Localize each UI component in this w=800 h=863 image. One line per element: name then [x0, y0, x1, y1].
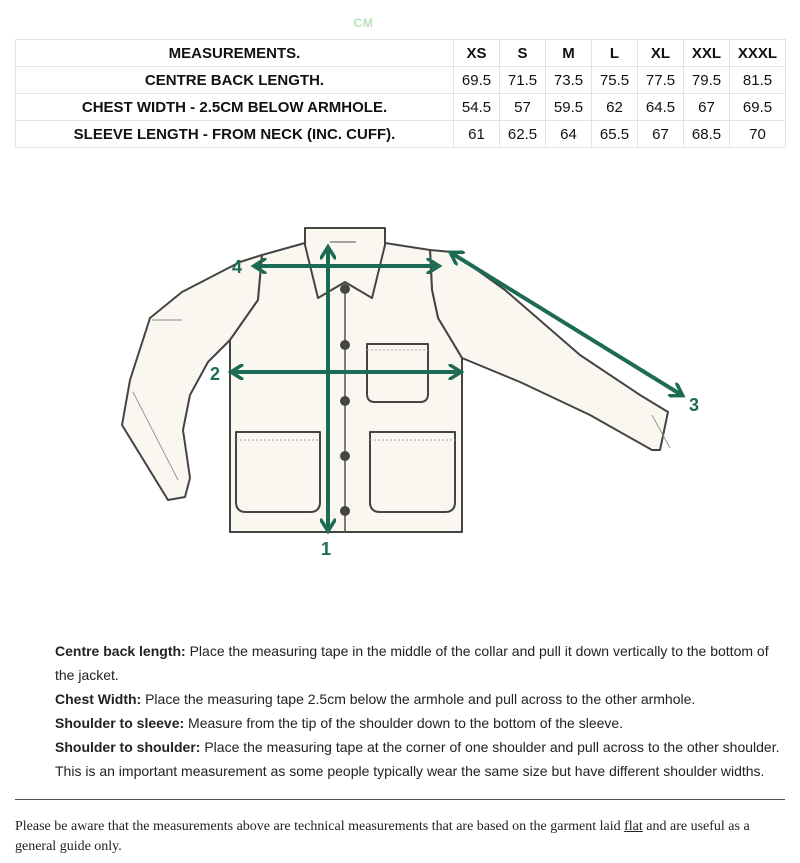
- disclaimer-text-after: and are useful as a general guide only.: [15, 819, 750, 854]
- table-cell: 75.5: [592, 67, 638, 94]
- table-cell: 68.5: [684, 121, 730, 148]
- size-header: XL: [638, 40, 684, 67]
- table-header-row: [16, 40, 786, 67]
- table-cell: 70: [730, 121, 786, 148]
- measurement-descriptions: [55, 639, 790, 783]
- row-label: CENTRE BACK LENGTH.: [16, 67, 454, 94]
- table-row: [16, 94, 786, 121]
- callout-4: 4: [232, 257, 243, 277]
- disclaimer-text-before: Please be aware that the measurements above are technical measurements that are based on the garment laid: [15, 819, 625, 834]
- jacket-illustration: [122, 228, 670, 532]
- description-term: Shoulder to sleeve:: [55, 715, 185, 731]
- table-row: [16, 121, 786, 148]
- table-cell: 57: [500, 94, 546, 121]
- table-cell: 64: [546, 121, 592, 148]
- right-pocket: [370, 432, 455, 512]
- callout-3: 3: [689, 395, 700, 415]
- table-cell: 62.5: [500, 121, 546, 148]
- table-cell: 81.5: [730, 67, 786, 94]
- divider: [15, 799, 785, 800]
- table-cell: 54.5: [454, 94, 500, 121]
- disclaimer: [15, 817, 775, 857]
- table-cell: 64.5: [638, 94, 684, 121]
- description-text: Measure from the tip of the shoulder down to the bottom of the sleeve.: [184, 715, 624, 731]
- description-term: Shoulder to shoulder:: [55, 739, 201, 755]
- table-cell: 67: [684, 94, 730, 121]
- callout-2: 2: [210, 364, 221, 384]
- description-chest-width: [55, 687, 790, 711]
- table-cell: 59.5: [546, 94, 592, 121]
- table-cell: 71.5: [500, 67, 546, 94]
- size-header: XS: [454, 40, 500, 67]
- table-cell: 61: [454, 121, 500, 148]
- right-sleeve: [430, 250, 668, 450]
- description-text: Place the measuring tape in the middle of the collar and pull it down vertically to the bottom of the jacket.: [55, 643, 769, 683]
- left-pocket: [236, 432, 320, 512]
- table-cell: 69.5: [730, 94, 786, 121]
- table-cell: 77.5: [638, 67, 684, 94]
- header-label: MEASUREMENTS.: [16, 40, 454, 67]
- description-centre-back: [55, 639, 790, 687]
- unit-label: CM: [353, 16, 374, 30]
- size-header: S: [500, 40, 546, 67]
- description-shoulder-to-sleeve: [55, 711, 790, 735]
- description-shoulder-to-shoulder: [55, 735, 790, 783]
- flat-link[interactable]: flat: [624, 819, 643, 834]
- description-term: Centre back length:: [55, 643, 186, 659]
- size-header: XXL: [684, 40, 730, 67]
- table-cell: 65.5: [592, 121, 638, 148]
- row-label: CHEST WIDTH - 2.5CM BELOW ARMHOLE.: [16, 94, 454, 121]
- table-cell: 67: [638, 121, 684, 148]
- row-label: SLEEVE LENGTH - FROM NECK (INC. CUFF).: [16, 121, 454, 148]
- callout-1: 1: [321, 539, 332, 559]
- table-cell: 69.5: [454, 67, 500, 94]
- size-chart-table: [15, 39, 786, 148]
- table-cell: 62: [592, 94, 638, 121]
- description-text: Place the measuring tape at the corner of one shoulder and pull across to the other shoulder. This is an important measurement as some people typically wear the same size but have different shoulder widths.: [55, 739, 780, 779]
- description-text: Place the measuring tape 2.5cm below the armhole and pull across to the other armhole.: [141, 691, 696, 707]
- table-cell: 73.5: [546, 67, 592, 94]
- table-row: [16, 67, 786, 94]
- table-cell: 79.5: [684, 67, 730, 94]
- description-term: Chest Width:: [55, 691, 142, 707]
- size-header: L: [592, 40, 638, 67]
- size-header: M: [546, 40, 592, 67]
- size-header: XXXL: [730, 40, 786, 67]
- jacket-measurement-diagram: [0, 200, 800, 580]
